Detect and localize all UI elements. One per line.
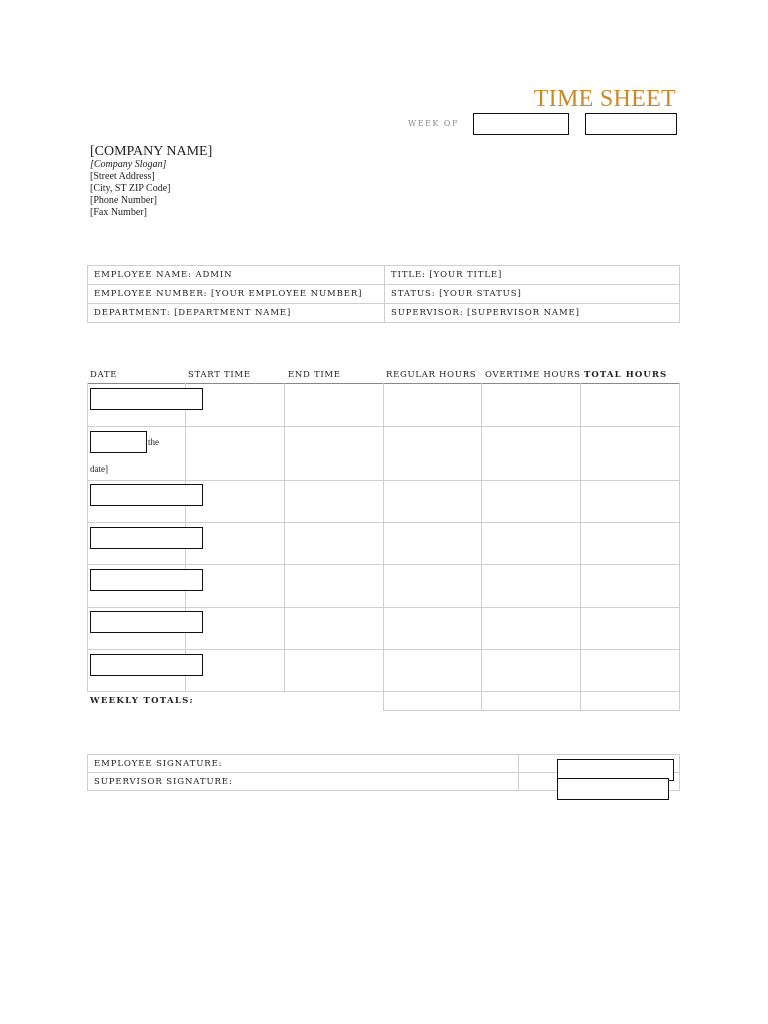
grid-col-line <box>87 383 88 691</box>
date-field-3[interactable] <box>90 484 203 506</box>
employee-name-cell[interactable]: EMPLOYEE NAME: ADMIN <box>88 266 385 285</box>
table-row <box>88 285 680 304</box>
department-cell[interactable]: DEPARTMENT: [DEPARTMENT NAME] <box>88 304 385 323</box>
date-field-7[interactable] <box>90 654 203 676</box>
grid-col-line <box>284 383 285 691</box>
table-row <box>88 266 680 285</box>
date-note-text: the <box>148 437 159 447</box>
city-state-zip: [City, ST ZIP Code] <box>90 183 171 194</box>
grid-col-line <box>481 383 482 710</box>
phone-number: [Phone Number] <box>90 195 157 206</box>
title-cell[interactable]: TITLE: [YOUR TITLE] <box>385 266 680 285</box>
column-header-regular-hours: REGULAR HOURS <box>386 370 477 380</box>
status-cell[interactable]: STATUS: [YOUR STATUS] <box>385 285 680 304</box>
date-note-text: date] <box>90 464 108 474</box>
weekly-totals-label: WEEKLY TOTALS: <box>90 696 194 706</box>
employee-info-table <box>87 265 680 323</box>
date-field-1[interactable] <box>90 388 203 410</box>
week-of-label: WEEK OF <box>408 119 460 126</box>
supervisor-cell[interactable]: SUPERVISOR: [SUPERVISOR NAME] <box>385 304 680 323</box>
column-header-end-time: END TIME <box>288 370 341 380</box>
grid-col-line <box>580 383 581 710</box>
date-field-5[interactable] <box>90 569 203 591</box>
employee-number-cell[interactable]: EMPLOYEE NUMBER: [YOUR EMPLOYEE NUMBER] <box>88 285 385 304</box>
page-title: TIME SHEET <box>533 86 676 112</box>
employee-signature-cell[interactable]: EMPLOYEE SIGNATURE: <box>88 755 519 773</box>
date-field-2[interactable] <box>90 431 147 453</box>
week-end-field[interactable] <box>585 113 677 135</box>
column-header-date: DATE <box>90 370 118 380</box>
table-row <box>88 304 680 323</box>
date-field-4[interactable] <box>90 527 203 549</box>
column-header-overtime-hours: OVERTIME HOURS <box>485 370 581 380</box>
grid-col-line <box>679 383 680 710</box>
column-header-start-time: START TIME <box>188 370 251 380</box>
company-slogan: [Company Slogan] <box>90 159 167 170</box>
fax-number: [Fax Number] <box>90 207 147 218</box>
supervisor-signature-date-field[interactable] <box>557 778 669 800</box>
grid-col-line <box>383 383 384 710</box>
date-field-6[interactable] <box>90 611 203 633</box>
week-start-field[interactable] <box>473 113 569 135</box>
street-address: [Street Address] <box>90 171 155 182</box>
totals-bottom-line <box>383 710 680 711</box>
supervisor-signature-cell[interactable]: SUPERVISOR SIGNATURE: <box>88 773 519 791</box>
company-name: [COMPANY NAME] <box>90 144 213 159</box>
column-header-total-hours: TOTAL HOURS <box>584 370 668 380</box>
